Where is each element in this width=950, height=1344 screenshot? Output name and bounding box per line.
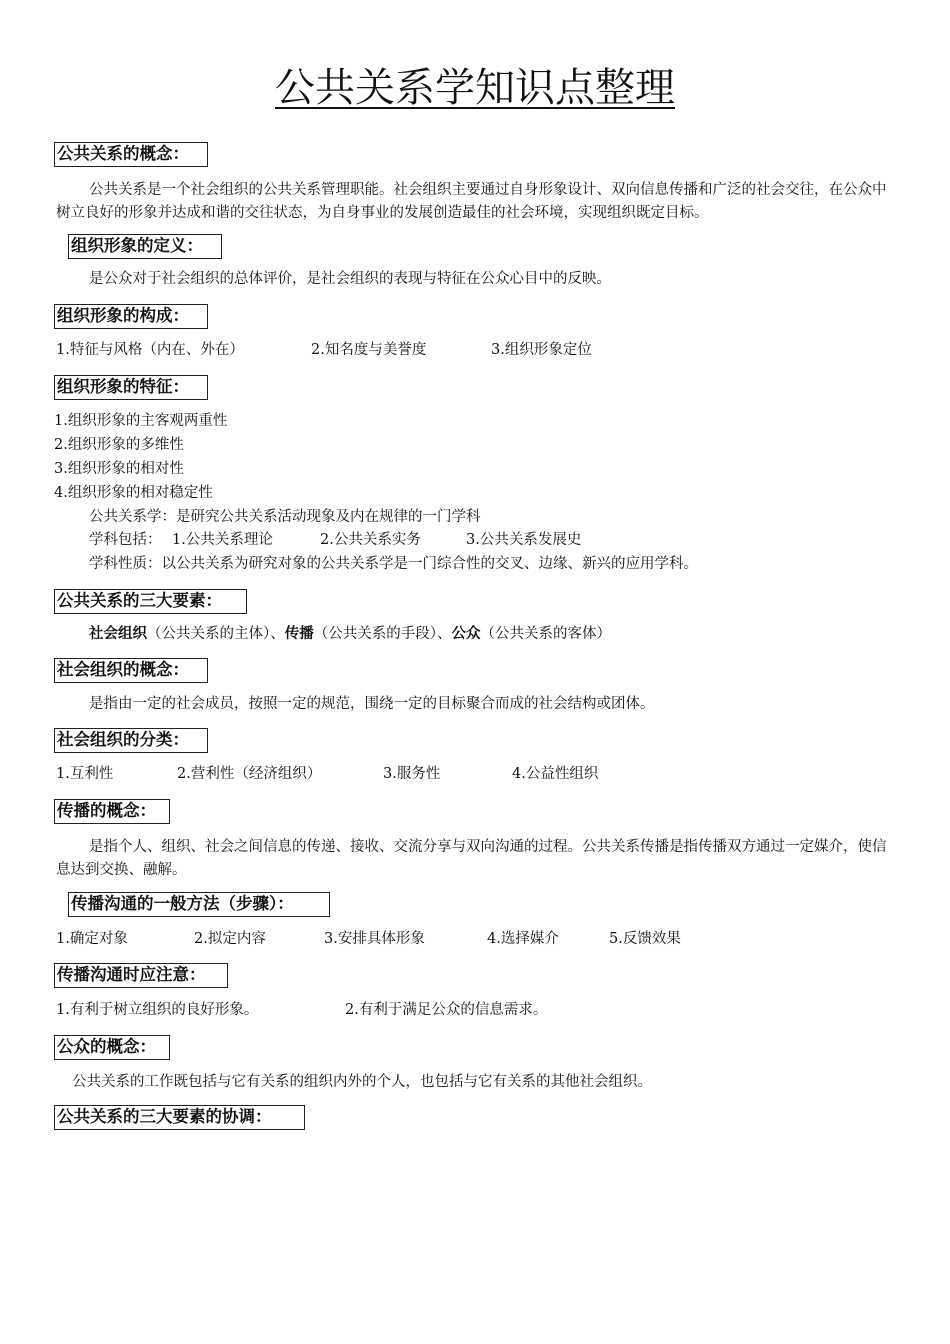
- element-communication-desc: （公共关系的手段）、: [313, 626, 452, 642]
- list-item: 1.有利于树立组织的良好形象。: [56, 1002, 259, 1018]
- section-heading-image-features: 组织形象的特征：: [54, 375, 208, 400]
- list-item: 1.组织形象的主客观两重性: [54, 413, 228, 429]
- list-item: 1.特征与风格（内在、外在）: [56, 342, 244, 358]
- section-heading-org-classification: 社会组织的分类：: [54, 728, 208, 753]
- discipline-includes-label: 学科包括：: [89, 532, 162, 548]
- element-public: 公众: [451, 625, 481, 642]
- list-item: 3.组织形象定位: [491, 342, 592, 358]
- communication-concept-text: 是指个人、组织、社会之间信息的传递、接收、交流分享与双向沟通的过程。公共关系传播是指传播双方通过一定媒介，使信息达到交换、融解。: [56, 839, 887, 878]
- list-item: 2.组织形象的多维性: [54, 437, 184, 453]
- section-heading-org-concept: 社会组织的概念：: [54, 658, 208, 683]
- three-elements-line: [89, 624, 611, 644]
- document-title: 公共关系学知识点整理: [275, 65, 675, 111]
- element-communication: 传播: [284, 625, 314, 642]
- list-item: 2.知名度与美誉度: [311, 342, 427, 358]
- section-heading-communication-concept: 传播的概念：: [54, 799, 170, 824]
- discipline-nature-text: 学科性质：以公共关系为研究对象的公共关系学是一门综合性的交叉、边缘、新兴的应用学科。: [89, 556, 698, 572]
- list-item: 3.服务性: [383, 766, 441, 782]
- list-item: 4.组织形象的相对稳定性: [54, 485, 213, 501]
- list-item: 2.有利于满足公众的信息需求。: [345, 1002, 548, 1018]
- section-heading-pr-concept: 公共关系的概念：: [54, 142, 208, 167]
- list-item: 1.确定对象: [56, 931, 128, 947]
- section-heading-image-definition: 组织形象的定义：: [68, 234, 222, 259]
- public-concept-text: 公共关系的工作既包括与它有关系的组织内外的个人，也包括与它有关系的其他社会组织。: [72, 1074, 652, 1090]
- list-item: 2.公共关系实务: [320, 532, 421, 548]
- section-heading-elements-coordination: 公共关系的三大要素的协调：: [54, 1105, 305, 1130]
- list-item: 1.公共关系理论: [172, 532, 273, 548]
- element-organization-desc: （公共关系的主体）、: [147, 626, 285, 642]
- pr-concept-text: 公共关系是一个社会组织的公共关系管理职能。社会组织主要通过自身形象设计、双向信息传播和广泛的社会交往，在公众中树立良好的形象并达成和谐的交往状态，为自身事业的发展创造最佳的社会环境，实现组织既定目标。: [56, 182, 887, 221]
- section-heading-communication-methods: 传播沟通的一般方法（步骤）：: [68, 892, 330, 917]
- element-organization: 社会组织: [89, 625, 147, 642]
- pr-discipline-text: 公共关系学：是研究公共关系活动现象及内在规律的一门学科: [89, 509, 481, 525]
- section-heading-image-composition: 组织形象的构成：: [54, 304, 208, 329]
- list-item: 4.公益性组织: [512, 766, 599, 782]
- list-item: 3.安排具体形象: [324, 931, 425, 947]
- org-concept-text: 是指由一定的社会成员，按照一定的规范，围绕一定的目标聚合而成的社会结构或团体。: [89, 696, 655, 712]
- list-item: 4.选择媒介: [487, 931, 559, 947]
- list-item: 3.组织形象的相对性: [54, 461, 184, 477]
- image-definition-text: 是公众对于社会组织的总体评价，是社会组织的表现与特征在公众心目中的反映。: [89, 271, 611, 287]
- section-heading-communication-notes: 传播沟通时应注意：: [54, 963, 228, 988]
- list-item: 1.互利性: [56, 766, 114, 782]
- section-heading-public-concept: 公众的概念：: [54, 1035, 170, 1060]
- list-item: 2.营利性（经济组织）: [177, 766, 322, 782]
- list-item: 5.反馈效果: [609, 931, 681, 947]
- list-item: 3.公共关系发展史: [466, 532, 582, 548]
- list-item: 2.拟定内容: [194, 931, 266, 947]
- section-heading-three-elements: 公共关系的三大要素：: [54, 589, 247, 614]
- element-public-desc: （公共关系的客体）: [480, 626, 611, 642]
